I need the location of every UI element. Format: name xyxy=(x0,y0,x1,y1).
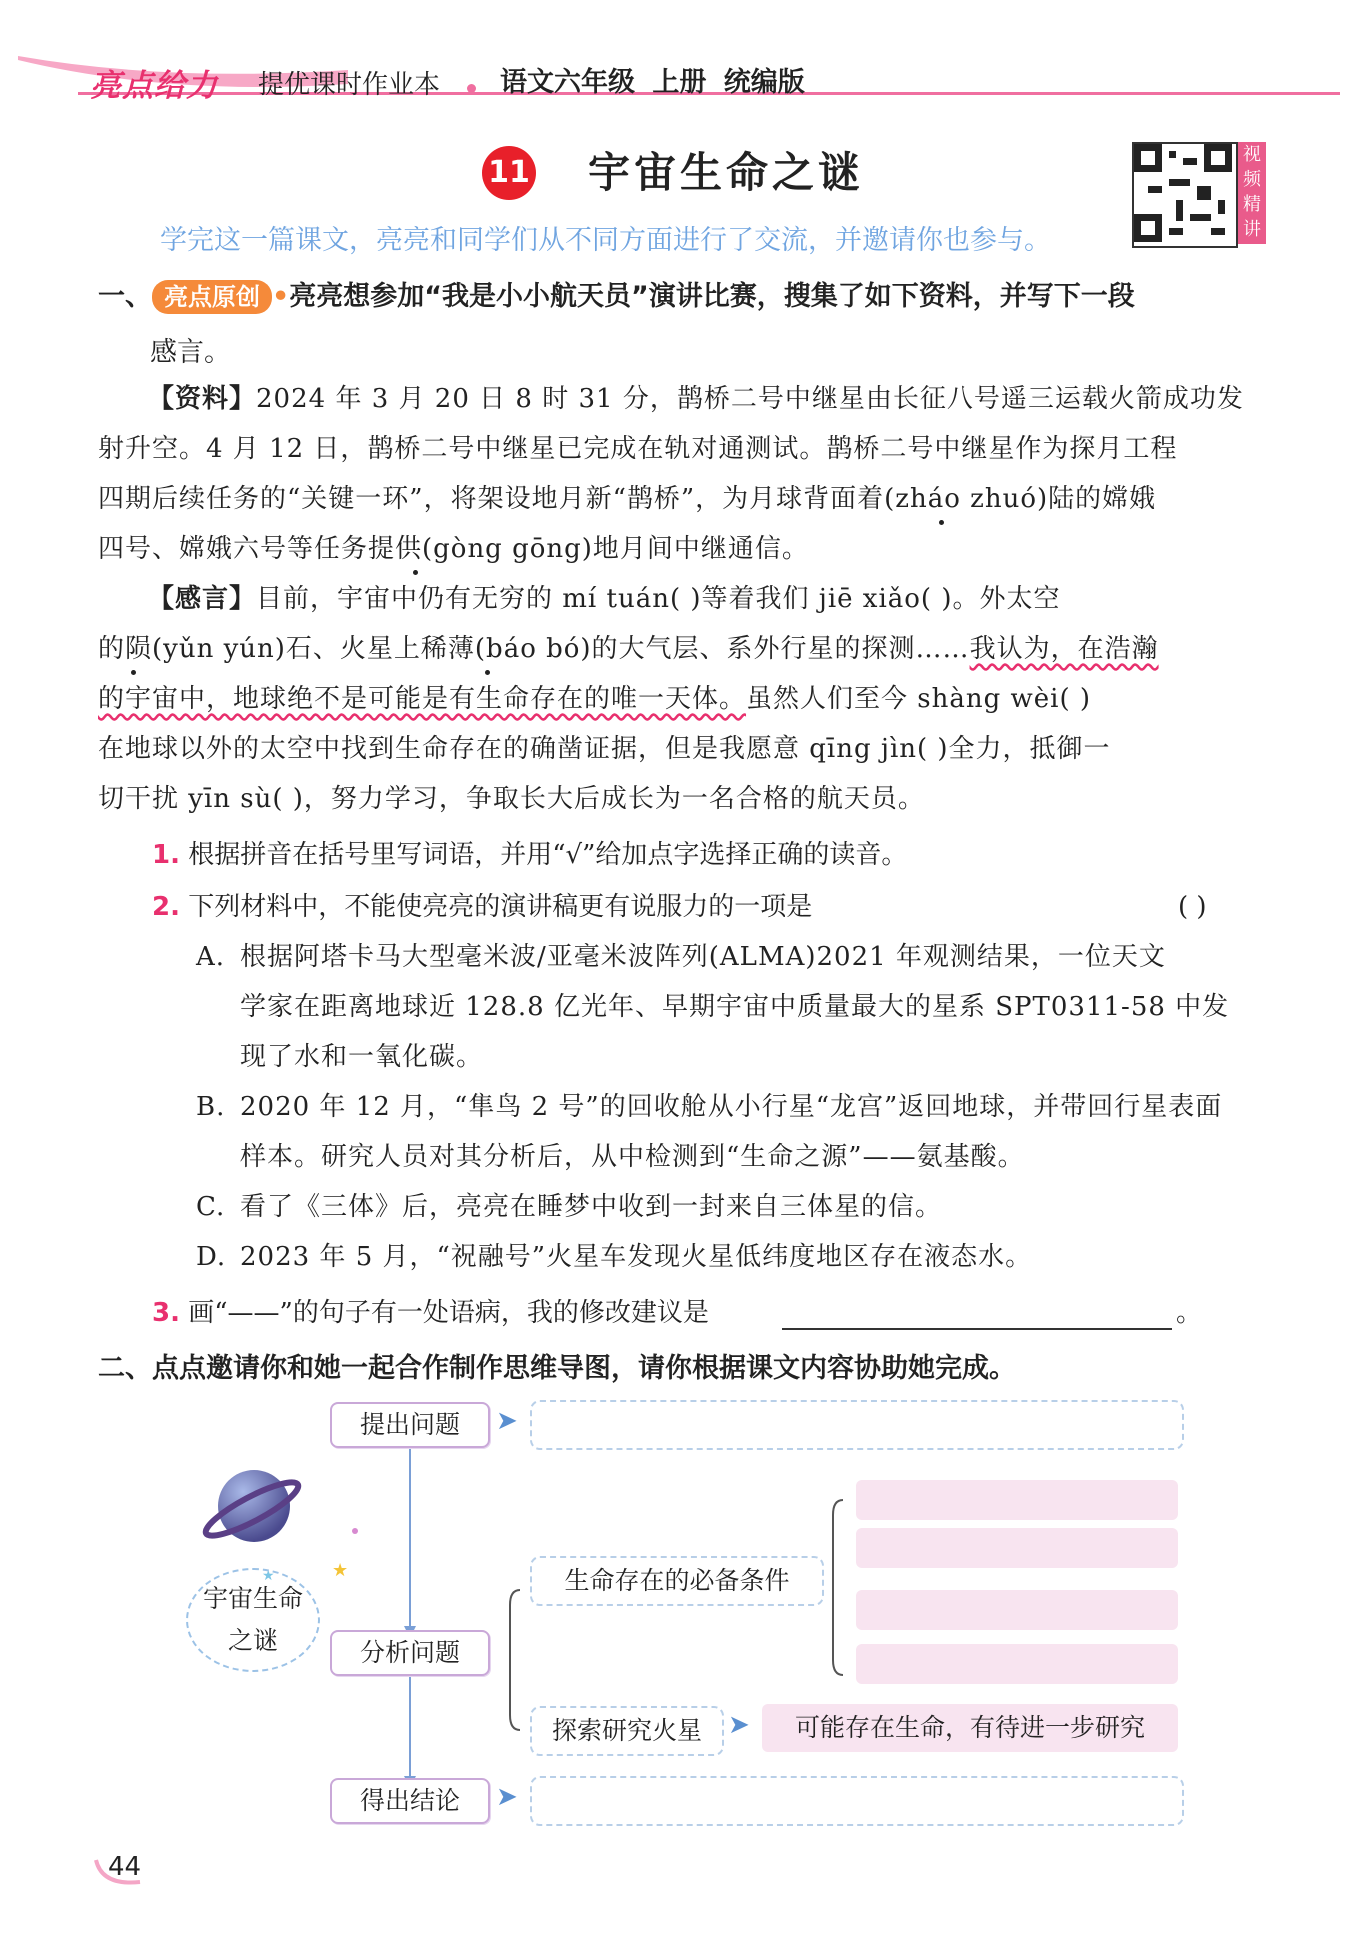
question-3 xyxy=(152,1288,709,1338)
option-label: A. xyxy=(196,942,226,972)
option-line: 2023 年 5 月，“祝融号”火星车发现火星低纬度地区存在液态水。 xyxy=(240,1242,1033,1272)
material-line: 2024 年 3 月 20 日 8 时 31 分，鹊桥二号中继星由长征八号遥三运载火箭成功发 xyxy=(256,384,1244,414)
section1-prefix: 一、 xyxy=(98,281,152,312)
mindmap-center-node xyxy=(186,1568,320,1672)
arrow-icon: ➤ xyxy=(496,1406,518,1436)
answer-box-condition[interactable] xyxy=(856,1528,1178,1568)
arrow-icon: ➤ xyxy=(728,1710,750,1740)
emphasis-dot xyxy=(939,520,944,525)
emphasis-dot xyxy=(485,670,490,675)
answer-box-condition[interactable] xyxy=(856,1644,1178,1684)
reflection-line: 切干扰 yīn sù( )，努力学习，争取长大后成长为一名合格的航天员。 xyxy=(98,784,925,814)
question-text: 画“——”的句子有一处语病，我的修改建议是 xyxy=(188,1298,709,1328)
emphasis-dot xyxy=(131,670,136,675)
arrow-icon: ➤ xyxy=(496,1782,518,1812)
reflection-line: 虽然人们至今 shàng wèi( ) xyxy=(746,684,1092,714)
faulty-sentence: 的宇宙中，地球绝不是可能是有生命存在的唯一天体。 xyxy=(98,684,747,714)
center-line: 之谜 xyxy=(227,1626,278,1655)
header-dot-icon xyxy=(467,84,476,93)
mindmap-mars-node: 探索研究火星 xyxy=(530,1706,724,1756)
star-icon: ★ xyxy=(262,1568,275,1584)
option-line: 学家在距离地球近 128.8 亿光年、早期宇宙中质量最大的星系 SPT0311-58 中发 xyxy=(240,992,1230,1022)
option-line: 现了水和一氧化碳。 xyxy=(240,1042,484,1072)
question-number: 2. xyxy=(152,892,180,922)
page-number: 44 xyxy=(108,1852,142,1882)
mindmap-mars-result: 可能存在生命，有待进一步研究 xyxy=(762,1704,1178,1752)
section1-heading-cont: 感言。 xyxy=(150,337,231,368)
qr-pattern xyxy=(1134,144,1232,242)
material-line: 射升空。4 月 12 日，鹊桥二号中继星已完成在轨对通测试。鹊桥二号中继星作为探月工程 xyxy=(98,434,1178,464)
answer-box-conclude[interactable] xyxy=(530,1776,1184,1826)
section1-heading-text: 亮亮想参加“我是小小航天员”演讲比赛，搜集了如下资料，并写下一段 xyxy=(289,281,1135,312)
answer-box-condition[interactable] xyxy=(856,1480,1178,1520)
mindmap-propose-node: 提出问题 xyxy=(330,1402,490,1448)
brand-logo: 亮点给力 xyxy=(90,68,218,104)
dot-icon xyxy=(352,1528,358,1534)
option-d[interactable] xyxy=(196,1232,1276,1282)
faulty-sentence: 我认为，在浩瀚 xyxy=(969,634,1159,664)
section2-heading: 二、点点邀请你和她一起合作制作思维导图，请你根据课文内容协助她完成。 xyxy=(98,1353,1016,1384)
reflection-label: 【感言】 xyxy=(148,584,257,614)
question-3-end: 。 xyxy=(1176,1298,1203,1328)
mindmap-conclude-node: 得出结论 xyxy=(330,1778,490,1824)
option-label: B. xyxy=(196,1092,226,1122)
material-line: 四期后续任务的“关键一环”，将架设地月新“鹊桥”，为月球背面着(zháo zhuó)陆的嫦娥 xyxy=(98,484,1157,514)
lesson-intro: 学完这一篇课文，亮亮和同学们从不同方面进行了交流，并邀请你也参与。 xyxy=(160,225,1051,256)
reflection-line: 在地球以外的太空中找到生命存在的确凿证据，但是我愿意 qīng jìn( )全力，抵御一 xyxy=(98,734,1111,764)
reflection-line: 的陨(yǔn yún)石、火星上稀薄(báo bó)的大气层、系外行星的探测…… xyxy=(98,634,970,664)
mindmap-conditions-node: 生命存在的必备条件 xyxy=(530,1556,824,1606)
option-label: D. xyxy=(196,1242,227,1272)
lesson-title: 宇宙生命之谜 xyxy=(588,148,865,197)
option-label: C. xyxy=(196,1192,226,1222)
reflection-line: 目前，宇宙中仍有无穷的 mí tuán( )等着我们 jiē xiǎo( )。外太空 xyxy=(256,584,1061,614)
qr-side-label: 视频精讲 xyxy=(1238,142,1266,244)
question-number: 3. xyxy=(152,1298,180,1328)
brand-subtitle: 提优课时作业本 xyxy=(258,70,441,100)
star-icon: ★ xyxy=(332,1560,349,1581)
option-line: 2020 年 12 月，“隼鸟 2 号”的回收舱从小行星“龙宫”返回地球，并带回行星表面 xyxy=(240,1092,1223,1122)
material-line: 四号、嫦娥六号等任务提供(gòng gōng)地月间中继通信。 xyxy=(98,534,809,564)
reflection-block xyxy=(98,574,1270,824)
option-line: 样本。研究人员对其分析后，从中检测到“生命之源”——氨基酸。 xyxy=(240,1142,1025,1172)
answer-box-propose[interactable] xyxy=(530,1400,1184,1450)
mindmap-analyze-node: 分析问题 xyxy=(330,1630,490,1676)
planet-icon xyxy=(196,1454,306,1564)
question-2 xyxy=(152,882,812,932)
material-label: 【资料】 xyxy=(148,384,257,414)
original-badge: 亮点原创 xyxy=(152,280,272,314)
option-line: 根据阿塔卡马大型毫米波/亚毫米波阵列(ALMA)2021 年观测结果，一位天文 xyxy=(240,942,1166,972)
options-list xyxy=(196,932,1276,1282)
answer-bracket[interactable]: ( ) xyxy=(1178,892,1207,922)
option-c[interactable] xyxy=(196,1182,1276,1232)
question-text: 根据拼音在括号里写词语，并用“√”给加点字选择正确的读音。 xyxy=(188,840,908,870)
qr-code-icon[interactable] xyxy=(1132,142,1238,248)
answer-box-condition[interactable] xyxy=(856,1590,1178,1630)
section1-heading xyxy=(98,274,1135,314)
question-1 xyxy=(152,830,907,880)
option-a[interactable] xyxy=(196,932,1276,1082)
question-text: 下列材料中，不能使亮亮的演讲稿更有说服力的一项是 xyxy=(188,892,813,922)
material-block xyxy=(98,374,1270,574)
lesson-number: 11 xyxy=(482,146,536,200)
answer-line[interactable] xyxy=(782,1328,1172,1330)
badge-dot-icon: • xyxy=(272,281,290,312)
option-line: 看了《三体》后，亮亮在睡梦中收到一封来自三体星的信。 xyxy=(240,1192,943,1222)
center-line: 宇宙生命 xyxy=(202,1584,303,1613)
question-number: 1. xyxy=(152,840,180,870)
header-info: 语文六年级 上册 统编版 xyxy=(500,67,805,98)
option-b[interactable] xyxy=(196,1082,1276,1182)
